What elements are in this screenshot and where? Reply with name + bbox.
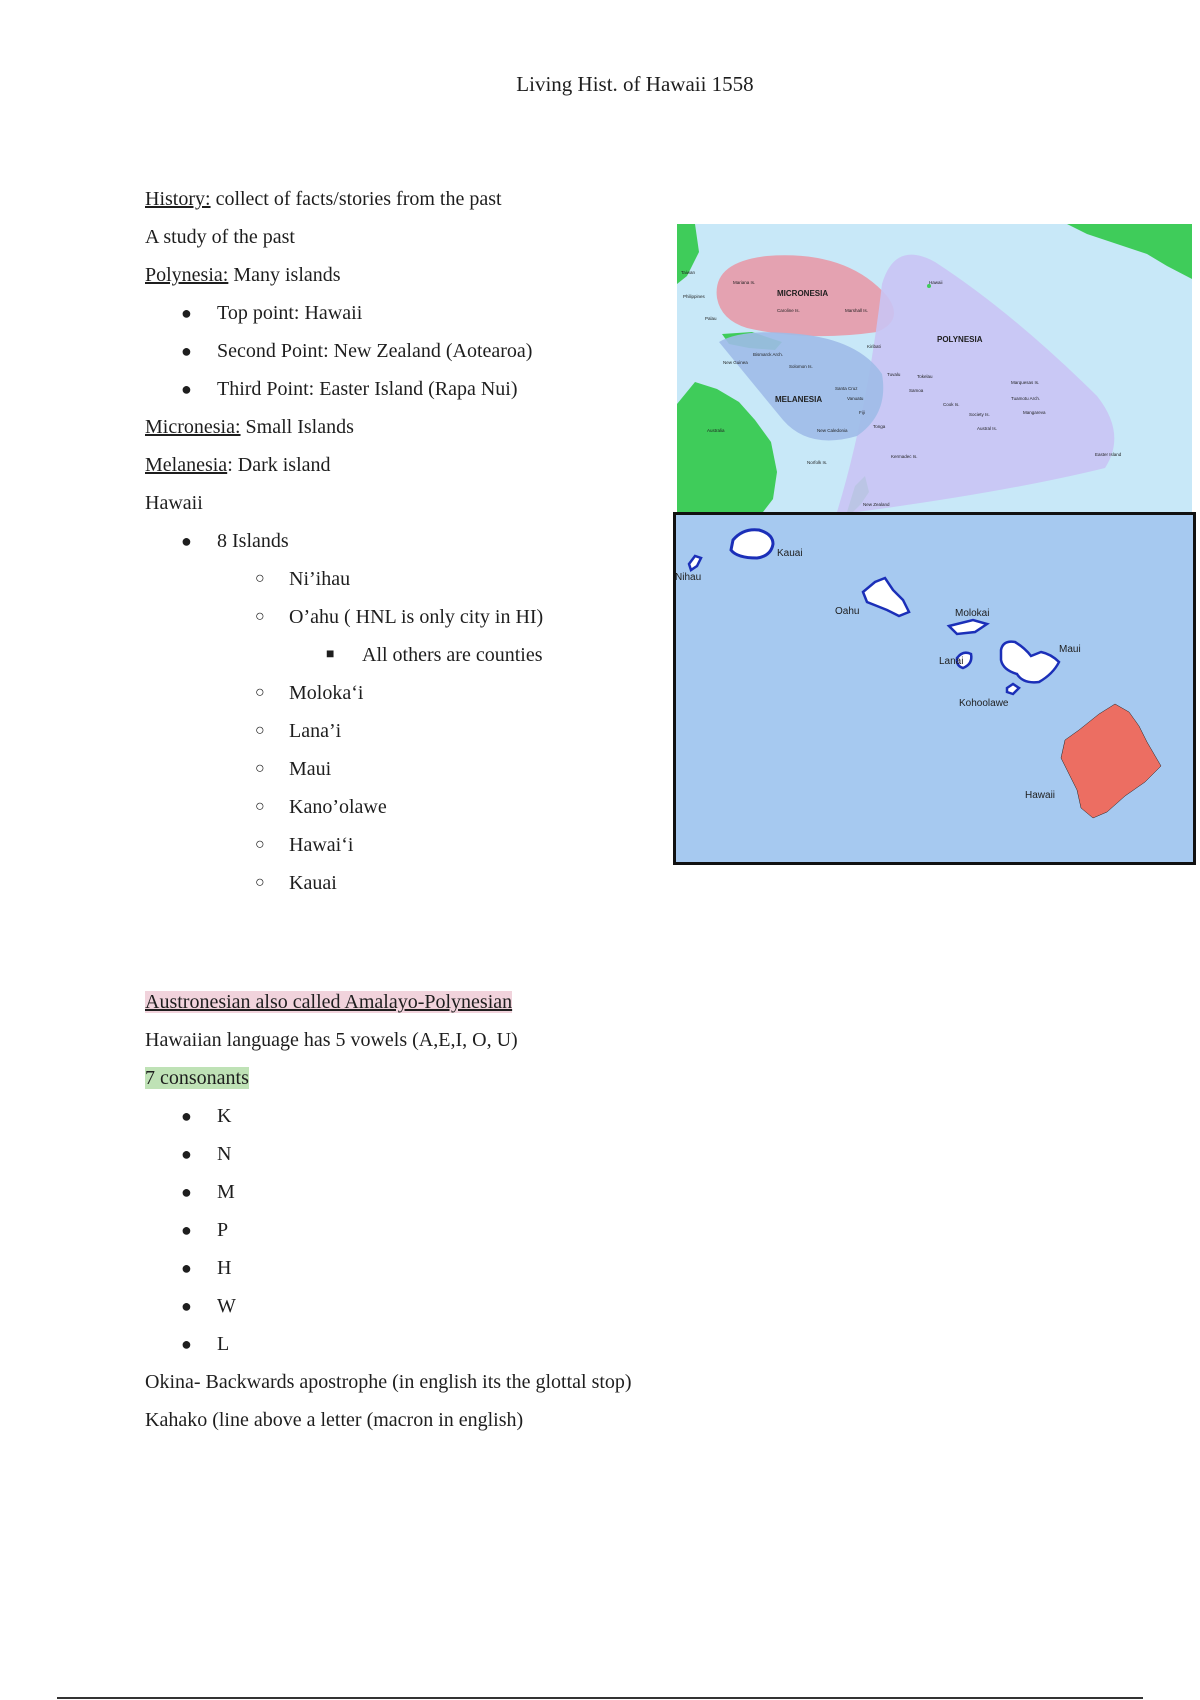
bullet-icon: ●: [181, 1296, 192, 1316]
bullet-icon: ●: [181, 303, 192, 323]
island-item: ○ Kauai: [145, 864, 543, 902]
map-label: Tokelau: [917, 374, 933, 379]
bullet-icon: ●: [181, 531, 192, 551]
map-label: New Caledonia: [817, 428, 848, 433]
language-section: [145, 983, 632, 1439]
hawaii-heading: Hawaii: [145, 492, 203, 514]
map-label: Tonga: [873, 424, 886, 429]
map-label: Kiribati: [867, 344, 881, 349]
map-label: Cook Is.: [943, 402, 960, 407]
list-item: ● Third Point: Easter Island (Rapa Nui): [145, 370, 543, 408]
notes-section: [145, 180, 543, 902]
map-label: Fiji: [859, 410, 865, 415]
melanesia-term: Melanesia: [145, 454, 228, 476]
bullet-icon: ●: [181, 1334, 192, 1354]
map-label: Molokai: [955, 608, 990, 619]
list-item: ● Top point: Hawaii: [145, 294, 543, 332]
history-definition: collect of facts/stories from the past: [210, 188, 502, 210]
consonant-item: ● P: [145, 1211, 632, 1249]
map-label: Oahu: [835, 606, 860, 617]
austronesian-line: [145, 983, 632, 1021]
islands-count: 8 Islands: [217, 530, 289, 552]
map-label: Mangareva: [1023, 410, 1046, 415]
polynesia-line: [145, 256, 543, 294]
map-label: Solomon Is.: [789, 364, 813, 369]
map-label: New Zealand: [863, 502, 890, 507]
bullet-icon: ●: [181, 1182, 192, 1202]
okina-line: Okina- Backwards apostrophe (in english its the glottal stop): [145, 1371, 632, 1393]
map-label: Mariana Is.: [733, 280, 756, 285]
map-label: Palau: [705, 316, 717, 321]
map-label: Hawaii: [1025, 790, 1056, 801]
map-label: Tuvalu: [887, 372, 901, 377]
map-label: Caroline Is.: [777, 308, 800, 313]
page-bottom-divider: [57, 1697, 1143, 1699]
map-label: Taiwan: [681, 270, 696, 275]
consonants-highlight: 7 consonants: [145, 1067, 249, 1089]
history-line: [145, 180, 543, 218]
sea-background: [675, 514, 1195, 864]
map-label: MICRONESIA: [777, 289, 829, 298]
map-label: Philippines: [683, 294, 705, 299]
bullet-icon: ●: [181, 1144, 192, 1164]
micronesia-definition: Small Islands: [240, 416, 354, 438]
hawaiian-islands-map: [673, 512, 1196, 865]
circle-bullet-icon: ○: [255, 874, 265, 891]
polynesia-term: Polynesia:: [145, 264, 229, 286]
map-label: Maui: [1059, 644, 1081, 655]
map-label: Samoa: [909, 388, 924, 393]
map-label: Nihau: [675, 572, 702, 583]
consonants-heading: [145, 1059, 632, 1097]
melanesia-line: [145, 446, 543, 484]
map-label: Austral Is.: [977, 426, 998, 431]
consonant-item: ● M: [145, 1173, 632, 1211]
map-label: Santa Cruz: [835, 386, 858, 391]
map-label: Bismarck Arch.: [753, 352, 784, 357]
map-label: Marshall Is.: [845, 308, 869, 313]
square-bullet-icon: ■: [326, 647, 335, 662]
circle-bullet-icon: ○: [255, 722, 265, 739]
circle-bullet-icon: ○: [255, 760, 265, 777]
map-label: Hawaii: [929, 280, 943, 285]
micronesia-term: Micronesia:: [145, 416, 241, 438]
map-label: Australia: [707, 428, 725, 433]
bullet-icon: ●: [181, 341, 192, 361]
map-label: Society Is.: [969, 412, 990, 417]
island-item: ○ O’ahu ( HNL is only city in HI): [145, 598, 543, 636]
island-item: ○ Moloka‘i: [145, 674, 543, 712]
circle-bullet-icon: ○: [255, 608, 265, 625]
circle-bullet-icon: ○: [255, 798, 265, 815]
list-item: [145, 522, 543, 560]
island-item: ○ Ni’ihau: [145, 560, 543, 598]
island-item: ○ Kano’olawe: [145, 788, 543, 826]
map-label: Kauai: [777, 548, 803, 559]
kahako-line: Kahako (line above a letter (macron in english): [145, 1409, 524, 1431]
map-label: Easter Island: [1095, 452, 1122, 457]
bullet-icon: ●: [181, 1220, 192, 1240]
island-item: ○ Maui: [145, 750, 543, 788]
consonant-item: ● L: [145, 1325, 632, 1363]
island-subnote: ■ All others are counties: [145, 636, 543, 674]
circle-bullet-icon: ○: [255, 684, 265, 701]
consonant-item: ● N: [145, 1135, 632, 1173]
map-label: POLYNESIA: [937, 335, 983, 344]
pacific-regions-map: [677, 224, 1192, 512]
map-label: Norfolk Is.: [807, 460, 828, 465]
bullet-icon: ●: [181, 379, 192, 399]
consonant-item: ● W: [145, 1287, 632, 1325]
consonant-item: ● H: [145, 1249, 632, 1287]
island-item: ○ Hawai‘i: [145, 826, 543, 864]
circle-bullet-icon: ○: [255, 836, 265, 853]
document-title: Living Hist. of Hawaii 1558: [516, 72, 754, 96]
list-item: ● Second Point: New Zealand (Aotearoa): [145, 332, 543, 370]
map-label: Kermadec Is.: [891, 454, 918, 459]
circle-bullet-icon: ○: [255, 570, 265, 587]
history-term: History:: [145, 188, 211, 210]
map-label: New Guinea: [723, 360, 748, 365]
polynesia-definition: Many islands: [228, 264, 341, 286]
map-label: Kohoolawe: [959, 698, 1009, 709]
micronesia-line: [145, 408, 543, 446]
map-label: Vanuatu: [847, 396, 864, 401]
consonant-item: ● K: [145, 1097, 632, 1135]
bullet-icon: ●: [181, 1258, 192, 1278]
map-label: Lanai: [939, 656, 964, 667]
island-item: ○ Lana’i: [145, 712, 543, 750]
island-kauai-shape: [731, 530, 773, 558]
map-label: Marquesas Is.: [1011, 380, 1040, 385]
study-line: A study of the past: [145, 226, 295, 248]
austronesian-highlight: Austronesian also called Amalayo-Polynesian: [145, 991, 513, 1013]
bullet-icon: ●: [181, 1106, 192, 1126]
melanesia-definition: : Dark island: [227, 454, 331, 476]
vowels-line: Hawaiian language has 5 vowels (A,E,I, O, U): [145, 1029, 518, 1051]
map-label: MELANESIA: [775, 395, 823, 404]
map-label: Tuamotu Arch.: [1011, 396, 1041, 401]
